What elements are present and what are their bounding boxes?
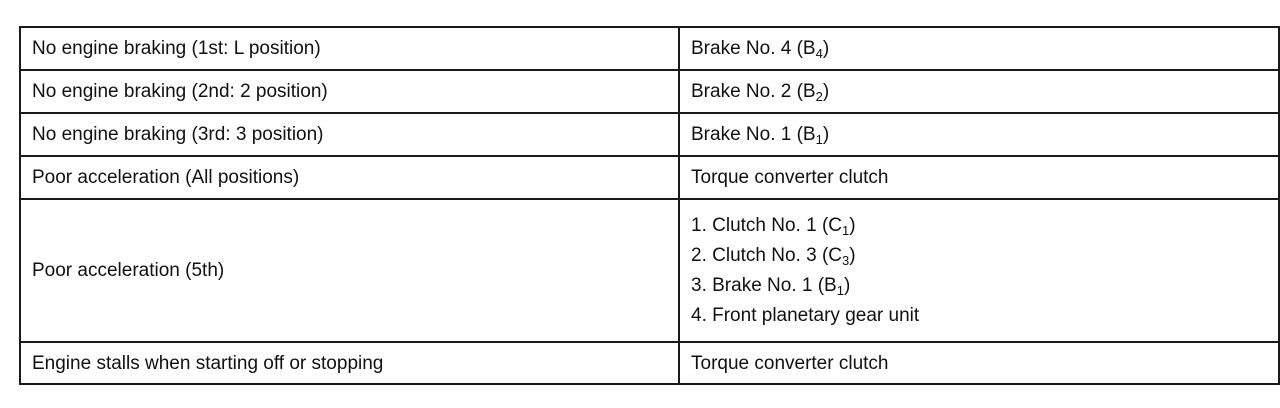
cause-subscript: 2 <box>815 89 823 104</box>
cause-text: Brake No. 1 (B <box>691 124 816 145</box>
table-row <box>20 199 1279 342</box>
cause-subscript: 1 <box>815 132 823 147</box>
cause-cell <box>679 156 1279 199</box>
cause-cell <box>679 199 1279 342</box>
symptom-cell <box>20 342 679 384</box>
symptom-text: Engine stalls when starting off or stopping <box>32 352 384 374</box>
table-row <box>20 27 1279 70</box>
cause-close-paren: ) <box>849 244 856 266</box>
cause-subscript: 1 <box>836 282 844 298</box>
cause-text: Torque converter clutch <box>691 167 889 188</box>
cause-close-paren: ) <box>822 38 830 59</box>
symptom-cell <box>20 113 679 156</box>
symptom-text: No engine braking (2nd: 2 position) <box>32 81 328 102</box>
cause-text: 1. Clutch No. 1 (C <box>691 214 842 236</box>
table-row <box>20 156 1279 199</box>
cause-text: 4. Front planetary gear unit <box>691 304 920 326</box>
cause-close-paren: ) <box>843 274 851 296</box>
symptom-cell <box>20 156 679 199</box>
symptom-cell <box>20 70 679 113</box>
list-item <box>691 241 1278 271</box>
cause-subscript: 4 <box>815 46 823 61</box>
symptom-cell <box>20 27 679 70</box>
cause-close-paren: ) <box>822 81 830 102</box>
cause-text: 2. Clutch No. 3 (C <box>691 244 842 266</box>
cause-text: Brake No. 2 (B <box>691 81 816 102</box>
cause-cell <box>679 70 1279 113</box>
cause-cell <box>679 113 1279 156</box>
list-item <box>691 301 1278 331</box>
cause-list <box>691 211 1278 331</box>
symptom-cell <box>20 199 679 342</box>
list-item <box>691 211 1278 241</box>
list-item <box>691 271 1278 301</box>
symptom-text: Poor acceleration (5th) <box>32 260 225 281</box>
cause-cell <box>679 27 1279 70</box>
cause-close-paren: ) <box>822 124 830 145</box>
cause-cell <box>679 342 1279 384</box>
cause-subscript: 3 <box>842 252 850 268</box>
symptom-text: Poor acceleration (All positions) <box>32 167 300 188</box>
cause-subscript: 1 <box>842 222 850 238</box>
table-row <box>20 342 1279 384</box>
cause-close-paren: ) <box>849 214 856 236</box>
cause-text: Torque converter clutch <box>691 352 889 374</box>
table-row <box>20 113 1279 156</box>
diagnosis-table <box>19 26 1280 385</box>
cause-text: Brake No. 4 (B <box>691 38 816 59</box>
symptom-text: No engine braking (3rd: 3 position) <box>32 124 324 145</box>
cause-text: 3. Brake No. 1 (B <box>691 274 837 296</box>
table-row <box>20 70 1279 113</box>
symptom-text: No engine braking (1st: L position) <box>32 38 321 59</box>
